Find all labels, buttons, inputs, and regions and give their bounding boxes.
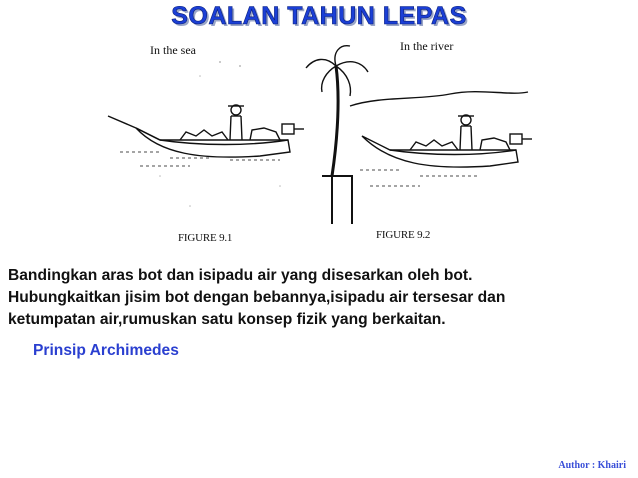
question-line-3: ketumpatan air,rumuskan satu konsep fizik yang berkaitan. xyxy=(8,311,446,328)
author-credit: Author : Khairi xyxy=(558,460,626,471)
caption-in-the-river: In the river xyxy=(400,39,454,53)
figure-illustration xyxy=(100,36,540,248)
question-line-1: Bandingkan aras bot dan isipadu air yang disesarkan oleh bot. xyxy=(8,267,473,284)
figure-label-9-1: FIGURE 9.1 xyxy=(178,232,233,244)
answer-text: Prinsip Archimedes xyxy=(33,342,179,359)
question-line-2: Hubungkaitkan jisim bot dengan bebannya,isipadu air tersesar dan xyxy=(8,289,506,306)
sea-texture xyxy=(159,61,281,207)
sea-boat-drawing xyxy=(108,105,304,166)
figure-label-9-2: FIGURE 9.2 xyxy=(376,229,431,241)
caption-in-the-sea: In the sea xyxy=(150,43,196,57)
river-boat-drawing xyxy=(306,46,532,224)
slide-title: SOALAN TAHUN LEPAS xyxy=(171,2,467,30)
boat-sketch-illustration xyxy=(100,36,540,248)
question-text xyxy=(8,265,628,331)
